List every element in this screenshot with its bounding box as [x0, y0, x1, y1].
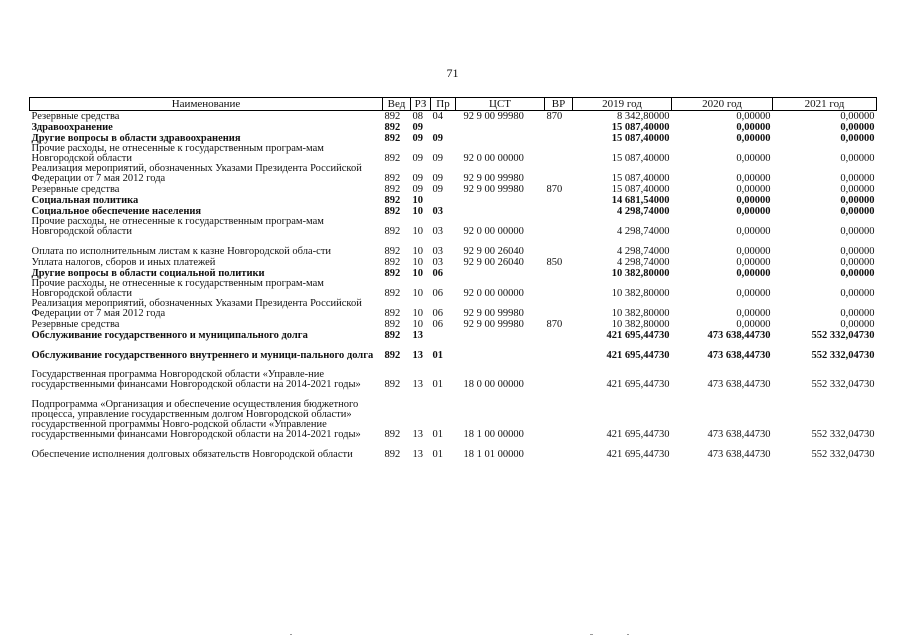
row-2019: 4 298,74000	[617, 246, 670, 257]
header-ved: Вед	[383, 98, 411, 111]
row-pr	[431, 195, 456, 206]
row-2021: 552 332,04730	[811, 449, 875, 460]
row-2019: 421 695,44730	[606, 379, 670, 390]
row-2021: 552 332,04730	[811, 429, 875, 440]
row-cst: 92 9 00 99980	[463, 308, 524, 319]
row-pr: 09	[432, 153, 443, 164]
row-name: Здравоохранение	[31, 122, 113, 133]
row-cst	[456, 195, 545, 206]
row-2020: 473 638,44730	[707, 379, 771, 390]
row-2019: 15 087,40000	[611, 133, 670, 144]
row-name: Социальное обеспечение населения	[31, 206, 202, 217]
row-name: Резервные средства	[31, 111, 120, 122]
row-2021: 0,00000	[840, 153, 875, 164]
header-2021: 2021 год	[773, 98, 877, 111]
row-name: Подпрограмма «Организация и обеспечение осуществления бюджетного процесса, управление государственным долгом Новгородской области» государственной программы Новго-родской области «Управление государственными финансами Новгородской области на 2014-2021 годы»	[31, 399, 361, 440]
row-name: Реализация мероприятий, обозначенных Указами Президента Российской Федерации от 7 мая 2012 года	[31, 298, 362, 319]
row-ved: 892	[384, 206, 401, 217]
row-2019: 421 695,44730	[606, 350, 670, 361]
row-name: Прочие расходы, не отнесенные к государственным програм-мам Новгородской области	[31, 216, 324, 237]
row-pr: 09	[432, 184, 443, 195]
table-row	[30, 440, 877, 460]
header-vr: ВР	[545, 98, 573, 111]
row-2021: 552 332,04730	[811, 350, 875, 361]
row-vr	[545, 195, 573, 206]
row-2019: 4 298,74000	[617, 226, 670, 237]
row-2020: 0,00000	[736, 133, 771, 144]
row-cst	[456, 330, 545, 341]
row-2021: 0,00000	[840, 257, 875, 268]
row-name: Государственная программа Новгородской области «Управле-ние государственными финансами Новгородской области на 2014-2021 годы»	[31, 369, 361, 390]
table-row	[30, 330, 877, 341]
row-vr	[545, 164, 573, 184]
row-2020: 473 638,44730	[707, 449, 771, 460]
table-row	[30, 390, 877, 440]
header-pr: Пр	[431, 98, 456, 111]
row-cst: 18 1 00 00000	[463, 429, 524, 440]
row-ved: 892	[384, 319, 401, 330]
row-rz: 13	[412, 449, 423, 460]
row-2019: 14 681,54000	[611, 195, 670, 206]
row-ved: 892	[384, 111, 401, 122]
row-ved: 892	[384, 257, 401, 268]
row-2019: 10 382,80000	[611, 288, 670, 299]
row-cst: 18 1 01 00000	[463, 449, 524, 460]
row-ved: 892	[384, 330, 401, 341]
row-rz: 08	[412, 111, 423, 122]
row-2021: 0,00000	[840, 206, 875, 217]
header-2019: 2019 год	[573, 98, 672, 111]
row-vr	[545, 217, 573, 237]
row-pr: 06	[432, 268, 443, 279]
row-vr	[545, 279, 573, 299]
row-cst: 92 9 00 26040	[463, 246, 524, 257]
row-name: Прочие расходы, не отнесенные к государственным програм-мам Новгородской области	[31, 143, 324, 164]
row-ved: 892	[384, 379, 401, 390]
table-row	[30, 257, 877, 268]
row-2019: 10 382,80000	[611, 319, 670, 330]
row-ved: 892	[384, 195, 401, 206]
row-pr	[431, 122, 456, 133]
row-vr	[545, 206, 573, 217]
row-vr	[545, 440, 573, 460]
row-2020: 0,00000	[736, 184, 771, 195]
row-pr	[431, 330, 456, 341]
row-rz: 10	[412, 206, 423, 217]
row-cst: 92 9 00 99980	[463, 319, 524, 330]
row-ved: 892	[384, 268, 401, 279]
header-name: Наименование	[30, 98, 383, 111]
row-rz: 09	[412, 122, 423, 133]
row-pr: 01	[432, 379, 443, 390]
row-ved: 892	[384, 429, 401, 440]
scan-mark	[290, 634, 292, 635]
row-2020: 0,00000	[736, 153, 771, 164]
row-vr: 870	[546, 111, 563, 122]
table-row	[30, 184, 877, 195]
row-ved: 892	[384, 133, 401, 144]
table-row	[30, 341, 877, 361]
row-2021: 552 332,04730	[811, 330, 875, 341]
row-2021: 0,00000	[840, 133, 875, 144]
row-vr	[545, 361, 573, 390]
row-2020: 0,00000	[736, 288, 771, 299]
row-vr	[545, 330, 573, 341]
scan-mark	[627, 634, 629, 635]
row-rz: 10	[412, 226, 423, 237]
row-2020: 0,00000	[736, 173, 771, 184]
row-name: Резервные средства	[31, 184, 120, 195]
row-cst	[456, 122, 545, 133]
row-name: Оплата по исполнительным листам к казне Новгородской обла-сти	[31, 246, 332, 257]
header-rz: РЗ	[411, 98, 431, 111]
row-2019: 421 695,44730	[606, 429, 670, 440]
row-ved: 892	[384, 350, 401, 361]
row-2020: 473 638,44730	[707, 429, 771, 440]
row-pr: 03	[432, 206, 443, 217]
row-2019: 10 382,80000	[611, 268, 670, 279]
row-2020: 473 638,44730	[707, 330, 771, 341]
row-rz: 10	[412, 319, 423, 330]
row-2020: 0,00000	[736, 257, 771, 268]
row-cst: 92 0 00 00000	[463, 153, 524, 164]
table-header-row	[30, 98, 877, 111]
row-2020: 0,00000	[736, 206, 771, 217]
row-pr: 01	[432, 449, 443, 460]
budget-table	[29, 97, 877, 460]
row-pr: 01	[432, 350, 443, 361]
row-rz: 10	[412, 268, 423, 279]
row-rz: 13	[412, 330, 423, 341]
scan-mark	[590, 634, 593, 635]
row-rz: 13	[412, 429, 423, 440]
row-cst: 92 9 00 99980	[463, 111, 524, 122]
table-row	[30, 111, 877, 123]
row-rz: 09	[412, 184, 423, 195]
row-2020: 0,00000	[736, 111, 771, 122]
row-rz: 09	[412, 153, 423, 164]
row-2021: 0,00000	[840, 288, 875, 299]
row-2021: 0,00000	[840, 111, 875, 122]
row-name: Реализация мероприятий, обозначенных Указами Президента Российской Федерации от 7 мая 2012 года	[31, 163, 362, 184]
row-ved: 892	[384, 173, 401, 184]
row-vr: 870	[546, 184, 563, 195]
row-ved: 892	[384, 288, 401, 299]
row-vr	[545, 299, 573, 319]
table-row	[30, 319, 877, 330]
row-ved: 892	[384, 449, 401, 460]
row-name: Социальная политика	[31, 195, 139, 206]
row-pr: 06	[432, 308, 443, 319]
table-row	[30, 299, 877, 319]
row-rz: 13	[412, 350, 423, 361]
header-2020: 2020 год	[672, 98, 773, 111]
row-2020: 0,00000	[736, 319, 771, 330]
row-name: Обслуживание государственного внутреннего и муници-пального долга	[31, 350, 374, 361]
row-name: Обслуживание государственного и муниципального долга	[31, 330, 308, 341]
row-2019: 15 087,40000	[611, 122, 670, 133]
row-vr: 870	[546, 319, 563, 330]
row-2021: 0,00000	[840, 184, 875, 195]
row-cst: 92 9 00 99980	[463, 173, 524, 184]
row-2021: 552 332,04730	[811, 379, 875, 390]
row-ved: 892	[384, 122, 401, 133]
row-pr: 09	[432, 173, 443, 184]
row-cst: 92 0 00 00000	[463, 226, 524, 237]
row-cst	[456, 133, 545, 144]
row-2020: 0,00000	[736, 122, 771, 133]
row-name: Другие вопросы в области здравоохранения	[31, 133, 241, 144]
table-row	[30, 217, 877, 237]
row-2019: 4 298,74000	[617, 206, 670, 217]
row-2019: 421 695,44730	[606, 449, 670, 460]
header-cst: ЦСТ	[456, 98, 545, 111]
row-ved: 892	[384, 226, 401, 237]
row-2020: 0,00000	[736, 246, 771, 257]
row-rz: 13	[412, 379, 423, 390]
table-row	[30, 237, 877, 257]
row-rz: 09	[412, 133, 423, 144]
row-vr	[545, 237, 573, 257]
row-vr	[545, 144, 573, 164]
row-pr: 06	[432, 319, 443, 330]
row-pr: 09	[432, 133, 443, 144]
row-2019: 421 695,44730	[606, 330, 670, 341]
row-vr	[545, 341, 573, 361]
row-pr: 03	[432, 257, 443, 268]
row-pr: 01	[432, 429, 443, 440]
row-name: Резервные средства	[31, 319, 120, 330]
row-2020: 0,00000	[736, 308, 771, 319]
row-cst	[456, 341, 545, 361]
row-cst: 18 0 00 00000	[463, 379, 524, 390]
row-pr: 06	[432, 288, 443, 299]
row-2019: 15 087,40000	[611, 173, 670, 184]
table-row	[30, 122, 877, 133]
table-row	[30, 279, 877, 299]
row-vr	[545, 390, 573, 440]
row-2019: 8 342,80000	[617, 111, 670, 122]
row-2020: 0,00000	[736, 195, 771, 206]
row-2021: 0,00000	[840, 308, 875, 319]
row-cst: 92 9 00 26040	[463, 257, 524, 268]
row-pr: 03	[432, 226, 443, 237]
row-rz: 10	[412, 288, 423, 299]
row-cst	[456, 268, 545, 279]
row-pr: 04	[432, 111, 443, 122]
row-name: Уплата налогов, сборов и иных платежей	[31, 257, 216, 268]
row-2019: 10 382,80000	[611, 308, 670, 319]
row-cst	[456, 206, 545, 217]
page-number: 71	[446, 66, 459, 80]
row-2021: 0,00000	[840, 173, 875, 184]
table-row	[30, 195, 877, 206]
table-row	[30, 164, 877, 184]
table-row	[30, 361, 877, 390]
row-rz: 09	[412, 173, 423, 184]
row-2021: 0,00000	[840, 195, 875, 206]
row-rz: 10	[412, 257, 423, 268]
row-2021: 0,00000	[840, 268, 875, 279]
row-2020: 0,00000	[736, 226, 771, 237]
row-2019: 15 087,40000	[611, 153, 670, 164]
row-name: Прочие расходы, не отнесенные к государственным програм-мам Новгородской области	[31, 278, 324, 299]
table-row	[30, 144, 877, 164]
row-cst: 92 0 00 00000	[463, 288, 524, 299]
row-2021: 0,00000	[840, 226, 875, 237]
row-cst: 92 9 00 99980	[463, 184, 524, 195]
row-2020: 0,00000	[736, 268, 771, 279]
row-vr	[545, 133, 573, 144]
row-ved: 892	[384, 184, 401, 195]
row-2019: 4 298,74000	[617, 257, 670, 268]
row-vr	[545, 122, 573, 133]
row-ved: 892	[384, 246, 401, 257]
row-name: Обеспечение исполнения долговых обязательств Новгородской области	[31, 449, 353, 460]
row-2019: 15 087,40000	[611, 184, 670, 195]
row-ved: 892	[384, 308, 401, 319]
row-rz: 10	[412, 308, 423, 319]
row-vr: 850	[546, 257, 563, 268]
row-2020: 473 638,44730	[707, 350, 771, 361]
row-pr: 03	[432, 246, 443, 257]
row-2021: 0,00000	[840, 246, 875, 257]
row-vr	[545, 268, 573, 279]
row-rz: 10	[412, 195, 423, 206]
row-rz: 10	[412, 246, 423, 257]
row-ved: 892	[384, 153, 401, 164]
row-2021: 0,00000	[840, 319, 875, 330]
row-2021: 0,00000	[840, 122, 875, 133]
row-name: Другие вопросы в области социальной политики	[31, 268, 265, 279]
